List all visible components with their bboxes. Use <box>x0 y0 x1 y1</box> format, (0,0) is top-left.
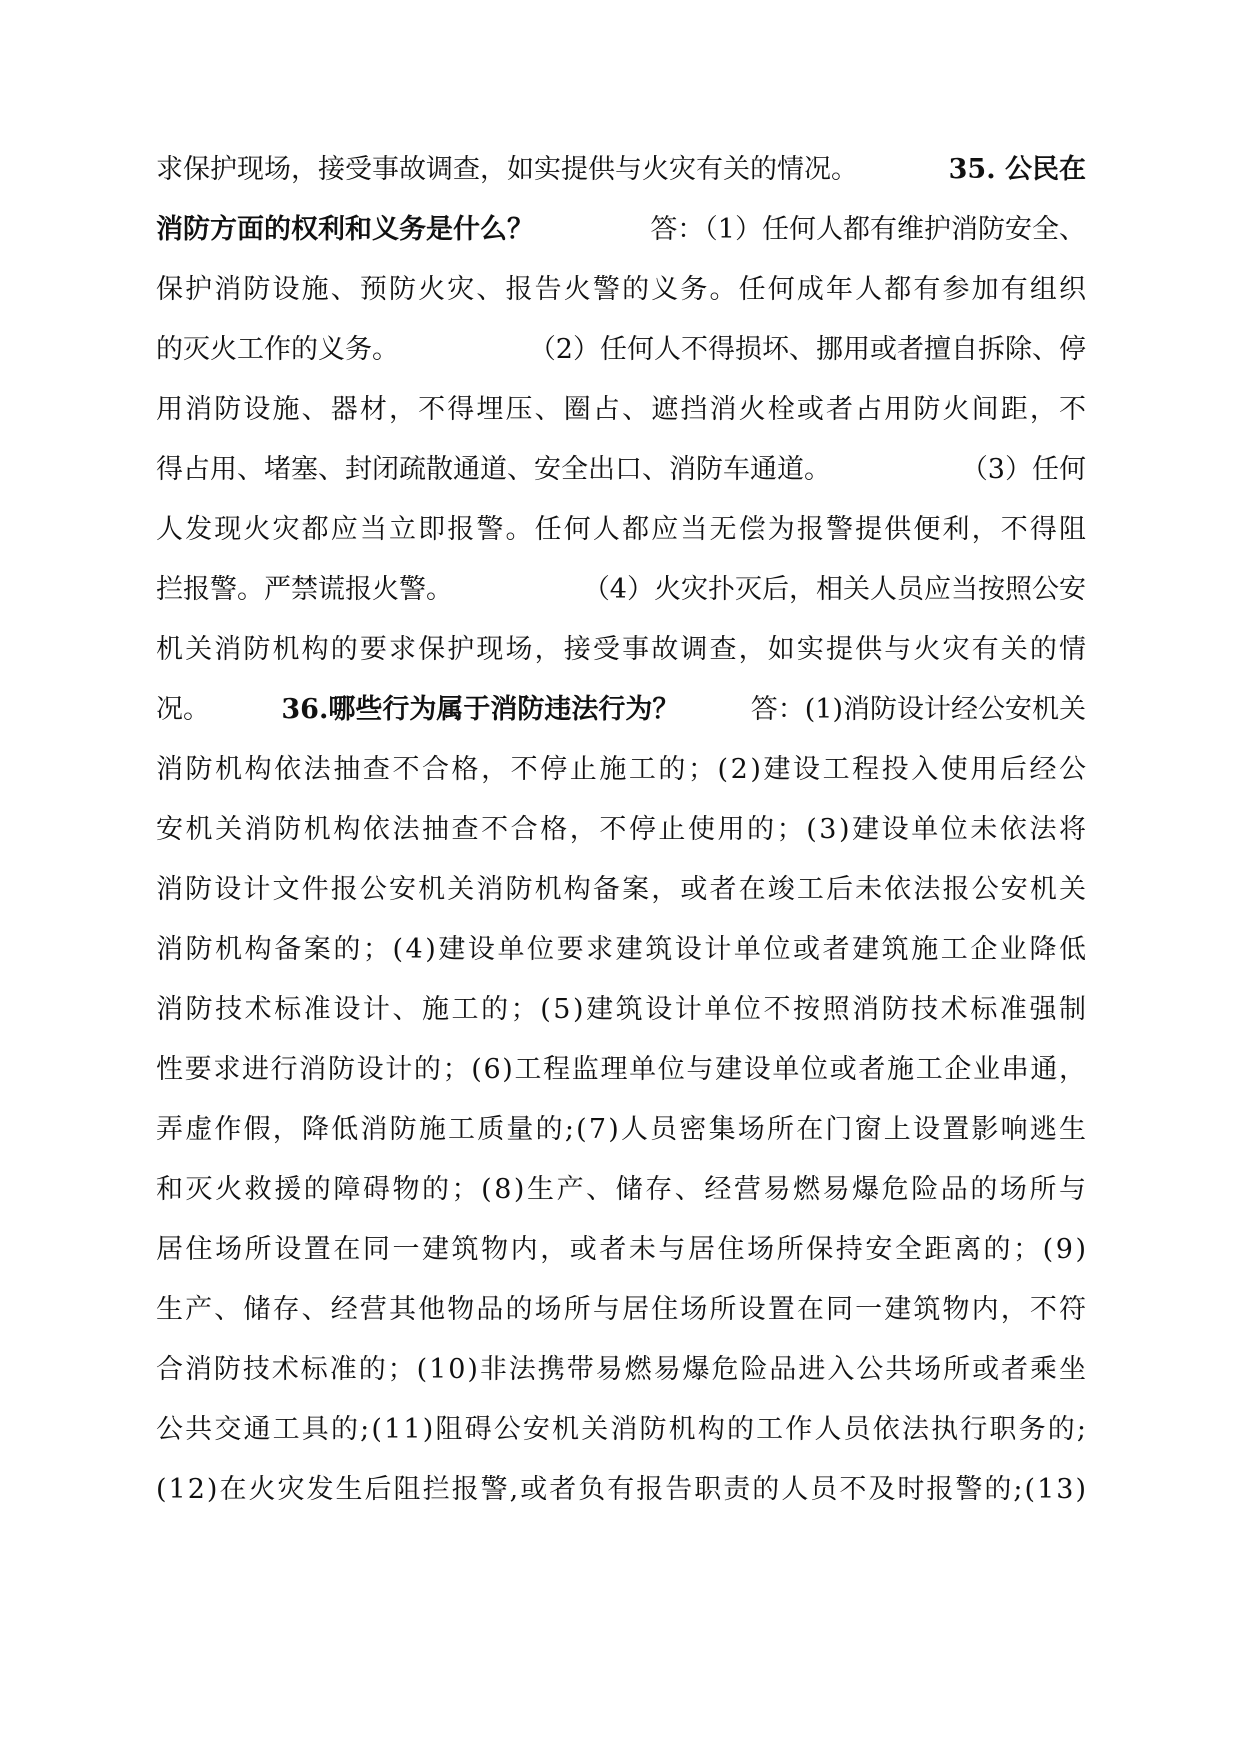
body-text: 安机关消防机构依法抽查不合格，不停止使用的；(3)建设单位未依法将 <box>156 814 1089 845</box>
text-line <box>156 1220 1089 1280</box>
text-line <box>156 440 1086 500</box>
text-line <box>156 1100 1089 1160</box>
text-line <box>156 860 1089 920</box>
text-line <box>156 980 1089 1040</box>
text-line <box>156 380 1089 440</box>
body-text: 拦报警。严禁谎报火警。 <box>156 574 453 605</box>
body-text: (12)在火灾发生后阻拦报警,或者负有报告职责的人员不及时报警的;(13) <box>156 1474 1089 1505</box>
body-text: 机关消防机构的要求保护现场，接受事故调查，如实提供与火灾有关的情 <box>156 634 1089 665</box>
document-page <box>156 140 1089 1520</box>
body-text: 用消防设施、器材，不得埋压、圈占、遮挡消火栓或者占用防火间距，不 <box>156 394 1089 425</box>
body-text: 的灭火工作的义务。 <box>156 334 399 365</box>
body-text: 消防机构备案的；(4)建设单位要求建筑设计单位或者建筑施工企业降低 <box>156 934 1089 965</box>
text-line <box>156 1160 1089 1220</box>
body-text: 答：(1)消防设计经公安机关 <box>750 694 1086 725</box>
question-heading: 36.哪些行为属于消防违法行为？ <box>281 694 680 725</box>
body-text: 求保护现场，接受事故调查，如实提供与火灾有关的情况。 <box>156 154 867 185</box>
text-line <box>156 1340 1086 1400</box>
body-text: （4）火灾扑灭后，相关人员应当按照公安 <box>582 574 1086 605</box>
text-line <box>156 260 1089 320</box>
text-line <box>156 140 1086 200</box>
body-text: 人发现火灾都应当立即报警。任何人都应当无偿为报警提供便利，不得阻 <box>156 514 1089 545</box>
body-text: 和灭火救援的障碍物的；(8)生产、储存、经营易燃易爆危险品的场所与 <box>156 1174 1089 1205</box>
text-line <box>156 920 1089 980</box>
body-text: 居住场所设置在同一建筑物内，或者未与居住场所保持安全距离的；(9) <box>156 1234 1089 1265</box>
body-text: 况。 <box>156 694 210 725</box>
body-text: 性要求进行消防设计的；(6)工程监理单位与建设单位或者施工企业串通， <box>156 1054 1088 1085</box>
text-line <box>156 1400 1089 1460</box>
question-heading: 消防方面的权利和义务是什么？ <box>156 214 534 245</box>
question-heading: 35. 公民在 <box>948 154 1086 185</box>
text-line <box>156 1040 1086 1100</box>
body-text: 生产、储存、经营其他物品的场所与居住场所设置在同一建筑物内，不符 <box>156 1294 1089 1325</box>
text-line <box>156 1460 1089 1520</box>
text-line <box>156 200 1086 260</box>
body-text: （3）任何 <box>960 454 1086 485</box>
body-text: 消防机构依法抽查不合格，不停止施工的；(2)建设工程投入使用后经公 <box>156 754 1089 785</box>
body-text: 弄虚作假，降低消防施工质量的;(7)人员密集场所在门窗上设置影响逃生 <box>156 1114 1089 1145</box>
body-text: 答：（1）任何人都有维护消防安全、 <box>650 214 1086 245</box>
text-line <box>156 620 1089 680</box>
body-text: （2）任何人不得损坏、挪用或者擅自拆除、停 <box>528 334 1086 365</box>
text-line <box>156 320 1086 380</box>
text-line <box>156 1280 1089 1340</box>
text-line <box>156 740 1089 800</box>
body-text: 消防设计文件报公安机关消防机构备案，或者在竣工后未依法报公安机关 <box>156 874 1089 905</box>
body-text: 得占用、堵塞、封闭疏散通道、安全出口、消防车通道。 <box>156 454 831 485</box>
body-text: 消防技术标准设计、施工的；(5)建筑设计单位不按照消防技术标准强制 <box>156 994 1089 1025</box>
text-line <box>156 800 1089 860</box>
text-line <box>156 560 1086 620</box>
body-text: 保护消防设施、预防火灾、报告火警的义务。任何成年人都有参加有组织 <box>156 274 1089 305</box>
body-text: 合消防技术标准的；(10)非法携带易燃易爆危险品进入公共场所或者乘坐 <box>156 1354 1088 1385</box>
text-line <box>156 680 1086 740</box>
text-line <box>156 500 1089 560</box>
body-text: 公共交通工具的;(11)阻碍公安机关消防机构的工作人员依法执行职务的; <box>156 1414 1089 1445</box>
